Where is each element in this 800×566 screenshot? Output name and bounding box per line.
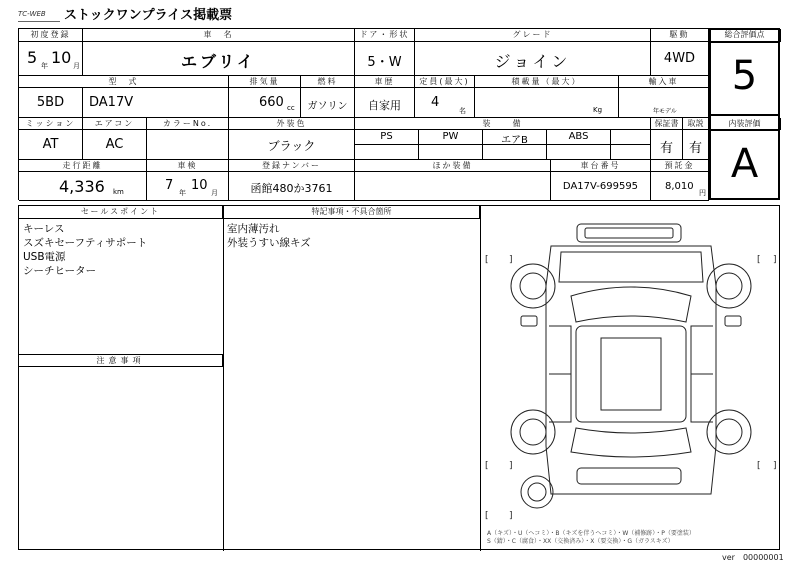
- mission-cell: [19, 130, 83, 160]
- special-notes-header: 特記事項・不具合箇所: [224, 206, 480, 219]
- page-title: ストックワンプライス掲載票: [64, 8, 233, 23]
- load-unit: Kg: [593, 106, 603, 114]
- drive-cell: [651, 42, 709, 76]
- mission-value: AT: [42, 137, 59, 152]
- grade-value: ジョイン: [494, 52, 571, 71]
- door-cell: [355, 42, 415, 76]
- fuel-value: ガソリン: [307, 101, 348, 112]
- special-note-item: 室内薄汚れ: [227, 223, 280, 235]
- interior-grade-header: 内装評価: [709, 118, 781, 130]
- equip-empty-5: [547, 145, 611, 160]
- mileage-unit: km: [113, 188, 124, 196]
- grade-cell: [415, 42, 651, 76]
- special-note-item: 外装うすい線キズ: [227, 237, 311, 249]
- displacement-value: 660: [259, 95, 284, 110]
- drive-value: 4WD: [663, 51, 696, 66]
- other-equip-header: ほか装備: [355, 160, 551, 172]
- equip-airbag: エアB: [483, 130, 547, 145]
- svg-text:]: ]: [509, 255, 513, 265]
- capacity-header: 定員(最大): [415, 76, 475, 88]
- capacity-value: 4: [431, 95, 440, 110]
- drive-header: 駆動: [651, 29, 709, 42]
- sales-point-header: セールスポイント: [19, 206, 223, 219]
- reg-year-unit: 年: [41, 62, 48, 70]
- model-cell: [83, 88, 229, 118]
- equip-empty-2: [355, 145, 419, 160]
- model-prefix-cell: [19, 88, 83, 118]
- car-name-header: 車 名: [83, 29, 355, 42]
- sales-point-list: [23, 222, 221, 278]
- interior-grade-value: A: [730, 141, 759, 187]
- reg-month-unit: 月: [73, 62, 80, 70]
- insp-month-unit: 月: [211, 189, 218, 197]
- mission-header: ミッション: [19, 118, 83, 130]
- special-notes-list: [227, 222, 477, 250]
- chassis-cell: [551, 172, 651, 201]
- svg-text:[: [: [485, 255, 489, 265]
- manual-value: 有: [688, 141, 702, 156]
- fuel-cell: [301, 88, 355, 118]
- grade-header: グレード: [415, 29, 651, 42]
- model-header: 型 式: [19, 76, 229, 88]
- warranty-header: 保証書: [651, 118, 683, 130]
- svg-text:[: [: [757, 255, 761, 265]
- grade-column-frame: [709, 28, 780, 200]
- color-header: 外装色: [229, 118, 355, 130]
- chassis-header: 車台番号: [551, 160, 651, 172]
- sales-point-item: キーレス: [23, 223, 65, 235]
- color-value: ブラック: [267, 139, 316, 153]
- equip-empty-6: [611, 145, 651, 160]
- sales-point-item: USB電源: [23, 251, 66, 263]
- history-cell: [355, 88, 415, 118]
- svg-text:[: [: [485, 511, 489, 521]
- svg-text:[: [: [485, 461, 489, 471]
- capacity-unit: 名: [459, 107, 466, 115]
- manual-cell: [683, 130, 709, 160]
- insp-year-unit: 年: [179, 189, 186, 197]
- history-value: 自家用: [368, 99, 401, 112]
- equip-abs: ABS: [547, 130, 611, 145]
- aircon-value: AC: [105, 137, 124, 152]
- deposit-unit: 円: [699, 189, 706, 197]
- door-shape-header: ドア・形状: [355, 29, 415, 42]
- reg-month: 10: [51, 48, 72, 67]
- svg-text:]: ]: [773, 255, 777, 265]
- legend-line-2: S（錆）・C（腐食）・XX（交換済み）・X（要交換）・G（ガラスキズ）: [487, 538, 674, 545]
- model-prefix: 5BD: [36, 95, 65, 110]
- color-cell: [229, 130, 355, 160]
- total-grade-header: 総合評価点: [709, 29, 781, 42]
- deposit-cell: [651, 172, 709, 201]
- load-cell: [475, 88, 619, 118]
- manual-header: 取説: [683, 118, 709, 130]
- model-value: DA17V: [89, 95, 134, 110]
- mileage-cell: [19, 172, 147, 201]
- aircon-header: エアコン: [83, 118, 147, 130]
- caution-header: 注意事項: [19, 354, 223, 367]
- plate-cell: [229, 172, 355, 201]
- lower-section: [18, 205, 780, 550]
- insp-year: 7: [165, 178, 174, 193]
- chassis-value: DA17V-699595: [562, 181, 639, 192]
- history-header: 車歴: [355, 76, 415, 88]
- fuel-header: 燃料: [301, 76, 355, 88]
- reg-year: 5: [27, 48, 38, 67]
- car-damage-diagram: [481, 206, 781, 528]
- mileage-value: 4,336: [59, 177, 105, 196]
- svg-text:]: ]: [509, 461, 513, 471]
- capacity-cell: [415, 88, 475, 118]
- divider-1: [223, 206, 224, 551]
- version-label: ver 00000001: [722, 553, 784, 562]
- color-no-cell: [147, 130, 229, 160]
- mileage-header: 走行距離: [19, 160, 147, 172]
- svg-text:[: [: [757, 461, 761, 471]
- car-name-cell: [83, 42, 355, 76]
- deposit-value: 8,010: [665, 181, 694, 192]
- equip-pw: PW: [419, 130, 483, 145]
- inspection-cell: [147, 172, 229, 201]
- plate-value: 函館480か3761: [250, 182, 333, 195]
- equip-empty-1: [611, 130, 651, 145]
- insp-month: 10: [191, 178, 208, 193]
- equip-empty-4: [483, 145, 547, 160]
- plate-header: 登録ナンバー: [229, 160, 355, 172]
- color-no-header: カラーNo.: [147, 118, 229, 130]
- sales-point-item: シーチヒーター: [23, 265, 97, 277]
- warranty-cell: [651, 130, 683, 160]
- load-header: 積載量（最大）: [475, 76, 619, 88]
- sales-point-item: スズキセーフティサポート: [23, 237, 148, 249]
- first-reg-cell: [19, 42, 83, 76]
- aircon-cell: [83, 130, 147, 160]
- deposit-header: 預託金: [651, 160, 709, 172]
- import-note: 年モデル: [653, 108, 677, 115]
- svg-text:]: ]: [773, 461, 777, 471]
- displacement-unit: cc: [287, 104, 295, 112]
- svg-text:]: ]: [509, 511, 513, 521]
- equip-empty-3: [419, 145, 483, 160]
- inspection-header: 車検: [147, 160, 229, 172]
- other-equip-cell: [355, 172, 551, 201]
- equipment-header: 装 備: [355, 118, 651, 130]
- damage-legend: [487, 530, 779, 546]
- equip-ps: PS: [355, 130, 419, 145]
- displacement-cell: [229, 88, 301, 118]
- warranty-value: 有: [659, 141, 673, 156]
- total-grade-value: 5: [731, 53, 758, 99]
- company-logo: TC-WEB: [18, 8, 60, 22]
- import-cell: [619, 88, 709, 118]
- info-table: [18, 28, 780, 200]
- first-reg-header: 初度登録: [19, 29, 83, 42]
- car-name: エブリイ: [181, 52, 256, 71]
- legend-line-1: A（キズ）・U（ヘコミ）・B（キズを伴うヘコミ）・W（補修跡）・P（要塗装）: [487, 530, 695, 537]
- displacement-header: 排気量: [229, 76, 301, 88]
- import-header: 輸入車: [619, 76, 709, 88]
- door-shape: 5・W: [367, 55, 402, 70]
